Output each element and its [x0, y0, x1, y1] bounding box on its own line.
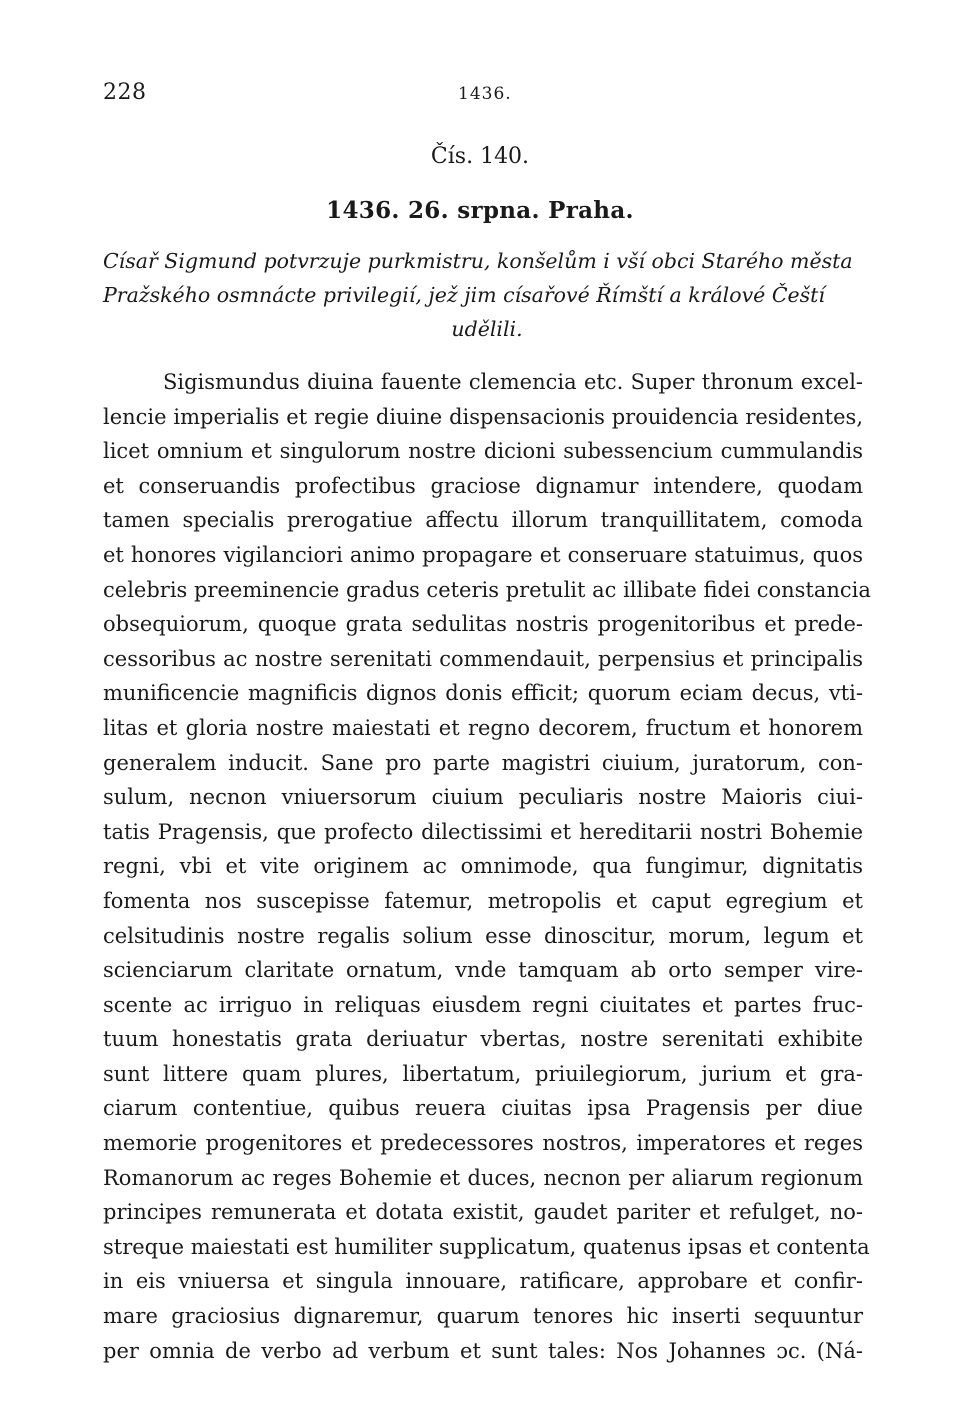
- text-line: sunt littere quam plures, libertatum, priuilegiorum, jurium et gra-: [103, 1061, 863, 1086]
- text-line: tatis Pragensis, que profecto dilectissimi et hereditarii nostri Bohemie: [103, 819, 863, 844]
- regest-line: udělili.: [451, 317, 523, 341]
- text-line: tuum honestatis grata deriuatur vbertas, nostre serenitati exhibite: [103, 1027, 863, 1052]
- text-line: sulum, necnon vniuersorum ciuium peculiaris nostre Maioris ciui-: [103, 785, 863, 810]
- text-line: scente ac irriguo in reliquas eiusdem regni ciuitates et partes fruc-: [103, 992, 863, 1017]
- text-line: et honores vigilanciori animo propagare et conseruare statuimus, quos: [103, 542, 863, 567]
- text-line: cessoribus ac nostre serenitati commendauit, perpensius et principalis: [103, 646, 863, 671]
- document-date-place: 1436. 26. srpna. Praha.: [326, 197, 634, 224]
- regest-line: Pražského osmnácte privilegií, jež jim císařové Římští a králové Čeští: [103, 283, 825, 307]
- text-line: Sigismundus diuina fauente clemencia etc. Super thronum excel-: [163, 370, 863, 394]
- text-line: celsitudinis nostre regalis solium esse dinoscitur, morum, legum et: [103, 923, 863, 948]
- text-line: memorie progenitores et predecessores nostros, imperatores et reges: [103, 1131, 863, 1156]
- text-line: scienciarum claritate ornatum, vnde tamquam ab orto semper vire-: [103, 958, 863, 983]
- text-line: in eis vniuersa et singula innouare, ratificare, approbare et confir-: [103, 1269, 863, 1294]
- text-line: fomenta nos suscepisse fatemur, metropolis et caput egregium et: [103, 888, 863, 913]
- text-line: celebris preeminencie gradus ceteris pretulit ac illibate fidei constancia: [103, 577, 871, 602]
- text-line: generalem inducit. Sane pro parte magistri ciuium, juratorum, con-: [103, 750, 863, 775]
- regest-line: Císař Sigmund potvrzuje purkmistru, konšelům i vší obci Starého města: [103, 249, 853, 273]
- text-line: licet omnium et singulorum nostre dicioni subessencium cummulandis: [103, 439, 863, 464]
- text-line: streque maiestati est humiliter supplicatum, quatenus ipsas et contenta: [103, 1234, 870, 1259]
- text-line: tamen specialis prerogatiue affectu illorum tranquillitatem, comoda: [103, 508, 863, 533]
- text-line: obsequiorum, quoque grata sedulitas nostris progenitoribus et prede-: [103, 612, 863, 637]
- text-line: lencie imperialis et regie diuine dispensacionis prouidencia residentes,: [103, 404, 863, 429]
- text-line: et conseruandis profectibus graciose dignamur intendere, quodam: [103, 473, 863, 498]
- text-line: munificencie magnificis dignos donis efficit; quorum eciam decus, vti-: [103, 681, 863, 706]
- document-number: Čís. 140.: [430, 144, 530, 169]
- regest-summary: [103, 244, 871, 346]
- text-line: per omnia de verbo ad verbum et sunt tales: Nos Johannes ɔc. (Ná-: [103, 1338, 863, 1363]
- charter-text: [103, 365, 871, 1368]
- text-line: Romanorum ac reges Bohemie et duces, necnon per aliarum regionum: [103, 1165, 863, 1190]
- page-number: 228: [103, 80, 147, 105]
- text-line: ciarum contentiue, quibus reuera ciuitas ipsa Pragensis per diue: [103, 1096, 863, 1121]
- text-line: principes remunerata et dotata existit, gaudet pariter et refulget, no-: [103, 1200, 863, 1225]
- text-line: litas et gloria nostre maiestati et regno decorem, fructum et honorem: [103, 715, 863, 740]
- text-line: mare graciosius dignaremur, quarum tenores hic inserti sequuntur: [103, 1304, 863, 1329]
- text-line: regni, vbi et vite originem ac omnimode, qua fungimur, dignitatis: [103, 854, 863, 879]
- running-head-year: 1436.: [458, 84, 512, 104]
